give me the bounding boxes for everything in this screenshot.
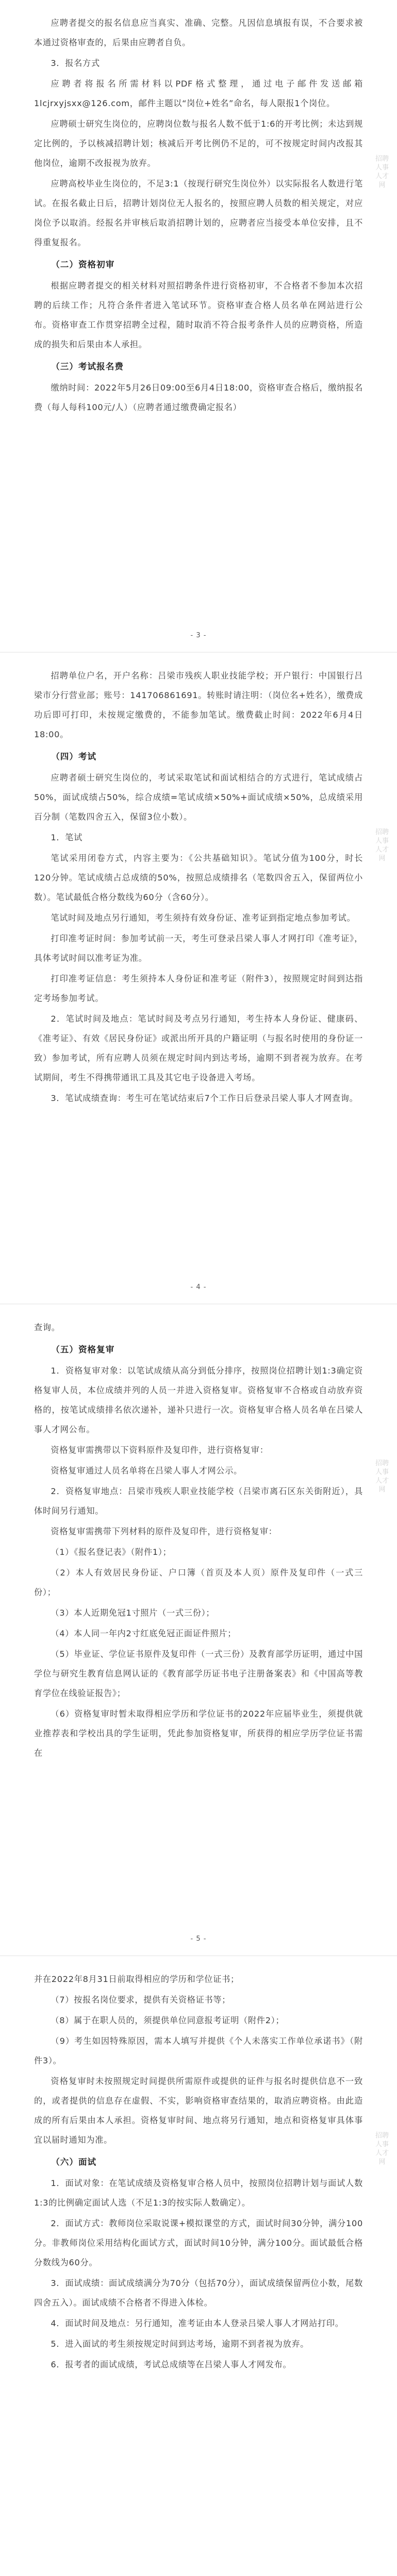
paragraph: 招聘单位户名，开户名称：吕梁市残疾人职业技能学校；开户银行：中国银行吕梁市分行营业部；账号：141706861691。转账时请注明：（岗位名+姓名），缴费成功后即可打印，未按规定缴费的，不能参加笔试。缴费截止时间：2022年6月4日18:00。 [34, 671, 363, 739]
paragraph: 3．笔试成绩查询：考生可在笔试结束后7个工作日后登录吕梁人事人才网查询。 [51, 1093, 358, 1103]
document-page [0, 652, 397, 1303]
paragraph: 2．笔试时间及地点：笔试时间及考点另行通知，考生持本人身份证、健康码、《准考证》、有效《居民身份证》或派出所开具的户籍证明（与报名时使用的身份证一致）参加考试，所有应聘人员须在规定时间内到达考场，逾期不到者视为放弃。在考试期间，考生不得携带通讯工具及其它电子设备进入考场。 [34, 1014, 363, 1082]
paragraph: 打印准考证时间：参加考试前一天，考生可登录吕梁人事人才网打印《准考证》，具体考试时间以准考证为准。 [34, 934, 363, 963]
section-heading: （六）面试 [51, 2157, 97, 2167]
section-heading: （四）考试 [51, 752, 97, 761]
paragraph: 根据应聘者提交的相关材料对照招聘条件进行资格初审，不合格者不参加本次招聘的后续工作；凡符合条件者进入笔试环节。资格审查合格人员名单在网站进行公布。资格审查工作贯穿招聘全过程，随时取消不符合报考条件人员的应聘资格，所造成的损失和后果由本人承担。 [34, 281, 363, 349]
paragraph: 4．面试时间及地点：另行通知，准考证由本人登录吕梁人事人才网站打印。 [51, 2318, 344, 2328]
paragraph: 5．进入面试的考生须按规定时间到达考场，逾期不到者视为放弃。 [51, 2339, 309, 2349]
document-page [0, 1955, 397, 2576]
paragraph: 笔试采用闭卷方式，内容主要为：《公共基础知识》。笔试分值为100分，时长120分钟。笔试成绩占总成绩的50%，按照总成绩排名（笔数四舍五入，保留两位小数）。笔试最低合格分数线为60分（含60分）。 [34, 853, 363, 902]
paragraph: 6．报考者的面试成绩，考试总成绩等在吕梁人事人才网发布。 [51, 2360, 292, 2369]
paragraph: 1．笔试 [51, 833, 83, 842]
document-page [0, 0, 397, 652]
paragraph: 3．报名方式 [51, 58, 100, 68]
watermark: 招聘人事人才网 [375, 2132, 389, 2166]
paragraph: （5）毕业证、学位证书原件及复印件（一式三份）及教育部学历证明，通过中国学位与研究生教育信息网认证的《教育部学历证书电子注册备案表》和《中国高等教育学位在线验证报告》； [34, 1649, 363, 1698]
paragraph: 3．面试成绩：面试成绩满分为70分（包括70分），面试成绩保留两位小数，尾数四舍五入）。面试成绩不合格者不得进入体检。 [34, 2278, 363, 2308]
paragraph: 资格复审通过人员名单将在吕梁人事人才网公示。 [51, 1466, 242, 1476]
section-heading: （三）考试报名费 [51, 362, 124, 371]
paragraph: 1．资格复审对象：以笔试成绩从高分到低分排序，按照岗位招聘计划1:3确定资格复审人员，本位成绩并列的人员一并进入资格复审。资格复审不合格或自动放弃资格的，按笔试成绩排名依次递补，递补只进行一次。资格复审合格人员名单在吕梁人事人才网公布。 [34, 1366, 363, 1434]
paragraph: （8）属于在职人员的，须提供单位同意报考证明（附件2）； [51, 2015, 285, 2025]
page-number: - 3 - [190, 632, 207, 639]
page-number: - 4 - [190, 1283, 207, 1291]
paragraph: （6）资格复审时暂未取得相应学历和学位证书的2022年应届毕业生，须提供就业推荐表和学校出具的学生证明，凭此参加资格复审，所获得的相应学历学位证书需在 [34, 1709, 363, 1758]
section-heading: （二）资格初审 [51, 260, 115, 269]
paragraph: 应聘者提交的报名信息应当真实、准确、完整。凡因信息填报有误，不合要求被本通过资格审查的，后果由应聘者自负。 [34, 18, 363, 47]
paragraph: 资格复审时未按照规定时间提供所需原件或提供的证件与报名时提供信息不一致的，或者提供的信息存在虚假、不实，影响资格审查结果的，取消应聘资格。由此造成的所有后果由本人承担。资格复审时间、地点将另行通知，地点和资格复审具体事宜以届时通知为准。 [34, 2076, 363, 2145]
paragraph: （2）本人有效居民身份证、户口簿（首页及本人页）原件及复印件（一式三份）； [34, 1568, 363, 1597]
paragraph: （3）本人近期免冠1寸照片（一式三份）； [51, 1608, 215, 1618]
paragraph: （9）考生如因特殊原因，需本人填写并提供《个人未落实工作单位承诺书》（附件3）。 [34, 2036, 363, 2065]
paragraph: 缴纳时间：2022年5月26日09:00至6月4日18:00，资格审查合格后，缴纳报名费（每人每科100元/人）（应聘者通过缴费确定报名） [34, 383, 363, 412]
page-number: - 5 - [190, 1935, 207, 1943]
paragraph: 笔试时间及地点另行通知，考生须持有效身份证、准考证到指定地点参加考试。 [51, 913, 356, 923]
paragraph: 应聘者硕士研究生岗位的，考试采取笔试和面试相结合的方式进行，笔试成绩占50%，面试成绩占50%，综合成绩=笔试成绩×50%+面试成绩×50%，总成绩采用百分制（笔数四舍五入，保留3位小数）。 [34, 773, 363, 822]
paragraph: 查询。 [34, 1323, 60, 1332]
paragraph: （7）按报名岗位要求，提供有关资格证书等； [51, 1995, 231, 2005]
paragraph: （4）本人同一年内2寸红底免冠正面证件照片； [51, 1629, 237, 1638]
watermark: 招聘人事人才网 [375, 828, 389, 862]
paragraph: 资格复审需携带下列材料的原件及复印件，进行资格复审： [51, 1527, 277, 1536]
paragraph: 应聘者将报名所需材料以PDF格式整理，通过电子邮件发送邮箱1lcjrxyjsxx@126.com，邮件主题以“岗位+姓名”命名，每人限报1个岗位。 [34, 79, 363, 108]
paragraph: 应聘硕士研究生岗位的，应聘岗位数与报名人数不低于1:6的开考比例；未达到规定比例的，予以核减招聘计划；核减后开考比例仍不足的，可不按规定时间内改报其他岗位，逾期不改报视为放弃。 [34, 119, 363, 168]
paragraph: 2．面试方式：教师岗位采取说课+模拟课堂的方式，面试时间30分钟，满分100分。非教师岗位采用结构化面试方式，面试时间10分钟，满分100分。面试最低合格分数线为60分。 [34, 2218, 363, 2267]
paragraph: 1．面试对象：在笔试成绩及资格复审合格人员中，按照岗位招聘计划与面试人数1:3的比例确定面试人选（不足1:3的按实际人数确定）。 [34, 2178, 363, 2208]
document-page [0, 1303, 397, 1955]
paragraph: 2．资格复审地点：吕梁市残疾人职业技能学校（吕梁市离石区东关街附近），具体时间另行通知。 [34, 1486, 363, 1516]
paragraph: 应聘高校毕业生岗位的，不足3:1（按现行研究生岗位外）以实际报名人数进行笔试。在报名截止日后，招聘计划岗位无人报名的，按照应聘人员数的相关规定，对应岗位予以取消。经报名并审核后取消招聘计划的，应聘者应当接受本单位安排，且不得重复报名。 [34, 179, 363, 247]
watermark: 招聘人事人才网 [375, 155, 389, 189]
paragraph: 打印准考证信息：考生须持本人身份证和准考证（附件3），按照规定时间到达指定考场参加考试。 [34, 974, 363, 1003]
watermark: 招聘人事人才网 [375, 1460, 389, 1494]
paragraph: （1）《报名登记表》（附件1）； [51, 1547, 172, 1557]
paragraph: 资格复审需携带以下资料原件及复印件，进行资格复审： [51, 1445, 269, 1455]
section-heading: （五）资格复审 [51, 1345, 115, 1354]
paragraph: 并在2022年8月31日前取得相应的学历和学位证书； [34, 1974, 239, 1984]
